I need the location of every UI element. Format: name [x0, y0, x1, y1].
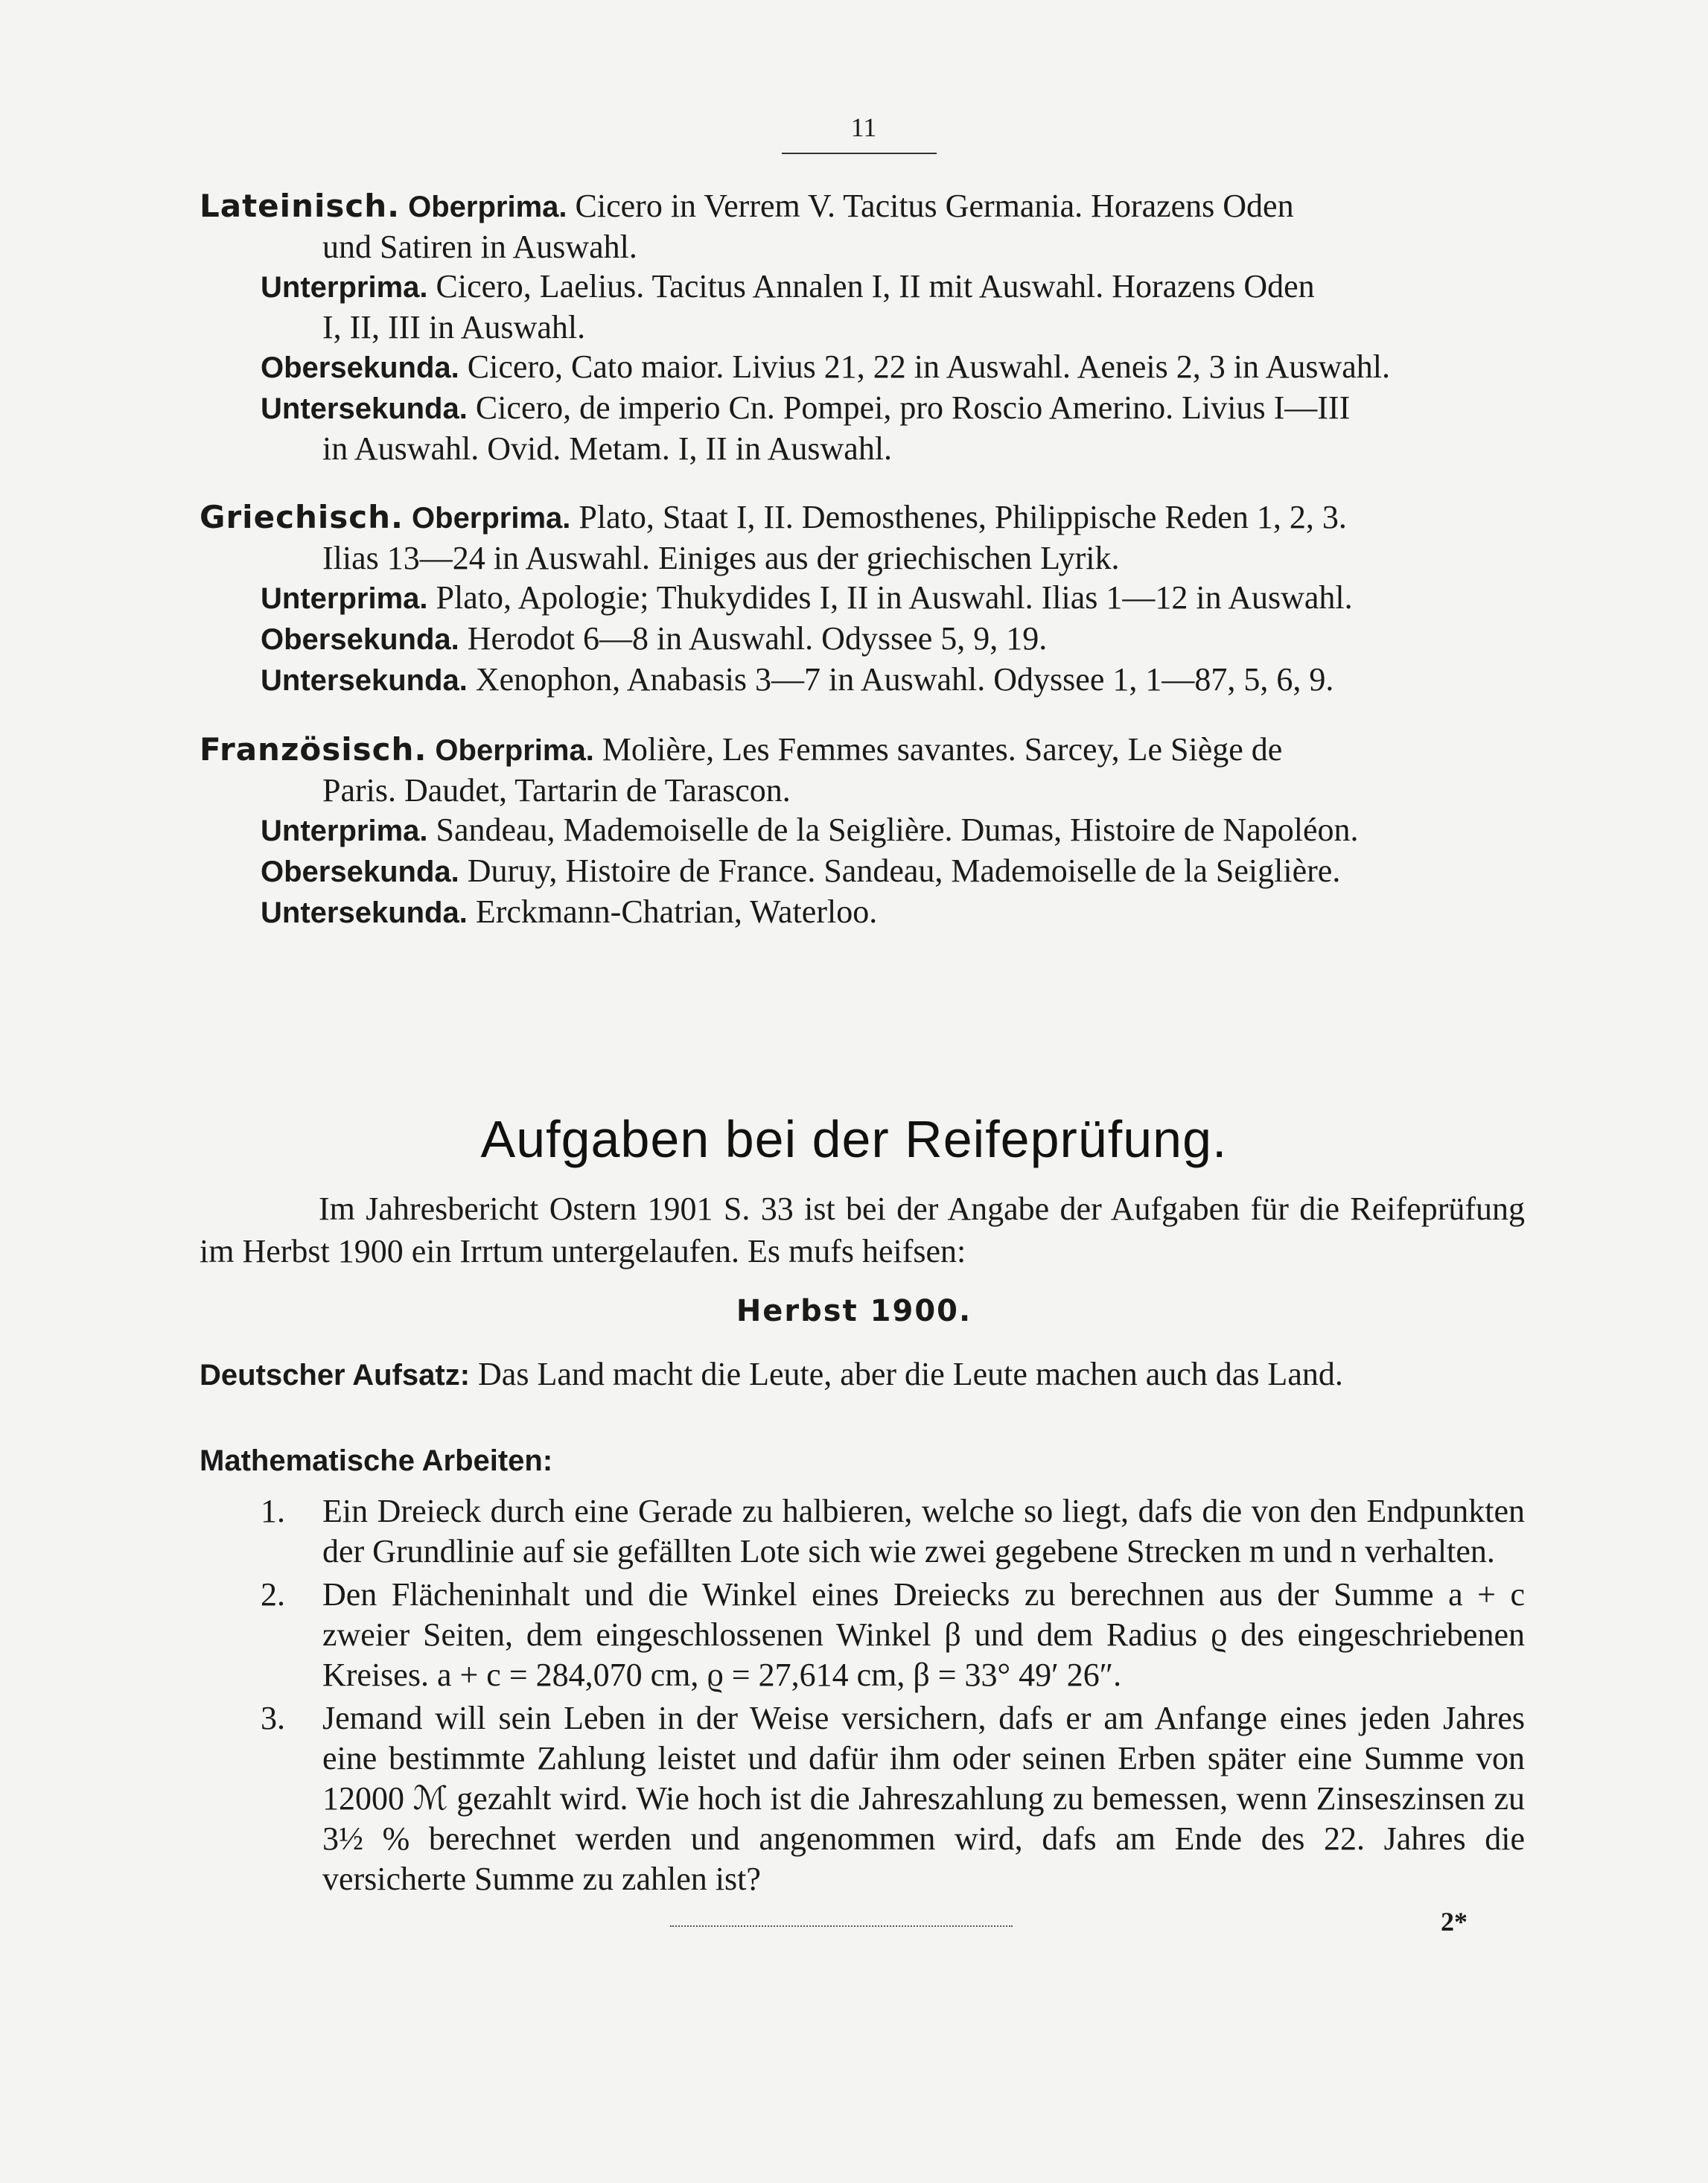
grade-label: Untersekunda. [261, 896, 468, 929]
reading-text: Cicero in Verrem V. Tacitus Germania. Horazens Oden [575, 188, 1294, 224]
reading-text: Plato, Staat I, II. Demosthenes, Philippische Reden 1, 2, 3. [579, 499, 1347, 535]
grade-label: Unterprima. [261, 582, 428, 615]
reading-text: Xenophon, Anabasis 3—7 in Auswahl. Odyssee 1, 1—87, 5, 6, 9. [475, 661, 1334, 698]
math-problem [200, 1698, 1525, 1899]
math-problem [200, 1575, 1525, 1695]
curriculum-row [200, 851, 1525, 892]
reading-text: Cicero, Laelius. Tacitus Annalen I, II mit Auswahl. Horazens Oden [436, 268, 1315, 305]
problem-text: Jemand will sein Leben in der Weise versichern, dafs er am Anfange eines jeden Jahres eine bestimmte Zahlung leistet und dafür ihm oder seinen Erben später eine Summe von 12000 ℳ gezahlt wird. Wie hoch ist die Jahreszahlung zu bemessen, wenn Zinseszinsen zu 3½ % berechnet werden und angenommen wird, dafs am Ende des 22. Jahres die versicherte Summe zu zahlen ist? [322, 1700, 1525, 1897]
reading-text: Cicero, Cato maior. Livius 21, 22 in Auswahl. Aeneis 2, 3 in Auswahl. [467, 348, 1391, 385]
math-problems [200, 1441, 1525, 1902]
math-problem [200, 1491, 1525, 1572]
reading-text: Cicero, de imperio Cn. Pompei, pro Roscio Amerino. Livius I—III [475, 389, 1351, 426]
curriculum-row [200, 730, 1525, 810]
problem-number: 3. [261, 1700, 285, 1736]
grade-label: Oberprima. [412, 502, 571, 535]
page-number-rule [782, 153, 937, 154]
reading-text: Plato, Apologie; Thukydides I, II in Auswahl. Ilias 1—12 in Auswahl. [436, 579, 1353, 616]
grade-label: Obersekunda. [261, 351, 459, 384]
reading-text-cont: in Auswahl. Ovid. Metam. I, II in Auswahl. [322, 430, 893, 467]
section-heading: Aufgaben bei der Reifeprüfung. [480, 1110, 1228, 1168]
reading-text-cont: I, II, III in Auswahl. [322, 309, 586, 345]
subject-label: Lateinisch. [200, 188, 401, 224]
curriculum-row [200, 497, 1525, 578]
problem-text: Ein Dreieck durch eine Gerade zu halbieren, welche so liegt, dafs die von den Endpunkten der Grundlinie auf sie gefällten Lote sich wie zwei gegebene Strecken m und n verhalten. [322, 1493, 1525, 1569]
grade-label: Unterprima. [261, 271, 428, 304]
problem-number: 1. [261, 1493, 285, 1529]
reading-text: Herodot 6—8 in Auswahl. Odyssee 5, 9, 19. [467, 620, 1048, 657]
curriculum-row [200, 892, 1525, 933]
essay-text: Das Land macht die Leute, aber die Leute machen auch das Land. [478, 1356, 1343, 1392]
signature-mark: 2* [1441, 1907, 1468, 1937]
problem-text: Den Flächeninhalt und die Winkel eines Dreiecks zu berechnen aus der Summe a + c zweier Seiten, dem eingeschlossenen Winkel β und dem Radius ϱ des eingeschriebenen Kreises. a + c = 284,070 cm, ϱ = 27,614 cm, β = 33° 49′ 26″. [322, 1576, 1525, 1693]
curriculum-row [200, 619, 1525, 660]
reading-text: Molière, Les Femmes savantes. Sarcey, Le Siège de [602, 731, 1283, 768]
reading-text: Sandeau, Mademoiselle de la Seiglière. Dumas, Histoire de Napoléon. [436, 812, 1359, 848]
section-french [200, 730, 1525, 933]
grade-label: Untersekunda. [261, 664, 468, 697]
grade-label: Oberprima. [408, 191, 567, 223]
curriculum-row [200, 810, 1525, 851]
exam-subheading: Herbst 1900. [736, 1294, 972, 1328]
math-label: Mathematische Arbeiten: [200, 1444, 553, 1477]
intro-paragraph: Im Jahresbericht Ostern 1901 S. 33 ist bei der Angabe der Aufgaben für die Reifeprüfung im Herbst 1900 ein Irrtum untergelaufen. Es mufs heifsen: [200, 1191, 1525, 1269]
reading-text-cont: und Satiren in Auswahl. [322, 229, 637, 265]
essay-label: Deutscher Aufsatz: [200, 1359, 471, 1392]
essay-topic [200, 1353, 1525, 1397]
section-greek [200, 497, 1525, 701]
subject-label: Griechisch. [200, 499, 404, 535]
curriculum-row [200, 660, 1525, 701]
section-latin [200, 186, 1525, 468]
page-number: 11 [850, 112, 877, 142]
reading-text-cont: Ilias 13—24 in Auswahl. Einiges aus der griechischen Lyrik. [322, 540, 1120, 576]
curriculum-row [200, 388, 1525, 468]
grade-label: Unterprima. [261, 815, 428, 847]
subject-label: Französisch. [200, 731, 427, 768]
curriculum-row [200, 578, 1525, 619]
curriculum-row [200, 186, 1525, 267]
reading-text: Erckmann-Chatrian, Waterloo. [475, 893, 878, 930]
curriculum-row [200, 267, 1525, 347]
grade-label: Oberprima. [435, 734, 594, 767]
problem-number: 2. [261, 1576, 285, 1613]
grade-label: Obersekunda. [261, 623, 459, 656]
grade-label: Obersekunda. [261, 855, 459, 888]
reading-text: Duruy, Histoire de France. Sandeau, Mademoiselle de la Seiglière. [467, 853, 1341, 889]
grade-label: Untersekunda. [261, 392, 468, 425]
reading-text-cont: Paris. Daudet, Tartarin de Tarascon. [322, 772, 791, 809]
curriculum-row [200, 347, 1525, 388]
footer-rule [670, 1925, 1013, 1927]
